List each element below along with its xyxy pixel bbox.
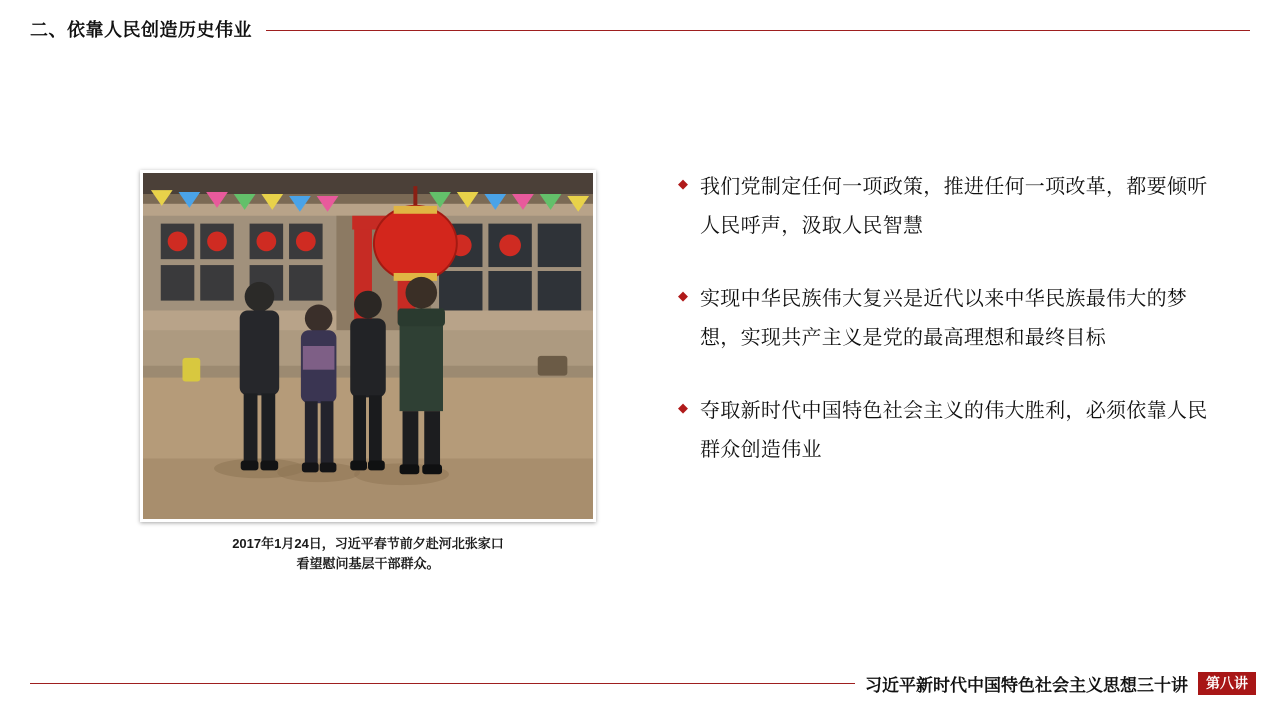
photo-frame	[140, 170, 596, 522]
bullet-text-3: 夺取新时代中国特色社会主义的伟大胜利，必须依靠人民群众创造伟业	[700, 400, 1208, 461]
bullet-list	[678, 168, 1218, 504]
bullet-text-2: 实现中华民族伟大复兴是近代以来中华民族最伟大的梦想，实现共产主义是党的最高理想和最终目标	[700, 288, 1188, 349]
footer-divider	[30, 683, 855, 684]
photo-caption-line-2: 看望慰问基层干部群众。	[296, 556, 440, 572]
diamond-bullet-icon: ◆	[678, 400, 688, 415]
slide-footer	[30, 668, 1256, 698]
diamond-bullet-icon: ◆	[678, 288, 688, 303]
slide-header	[30, 14, 1250, 44]
diamond-bullet-icon: ◆	[678, 176, 688, 191]
slide-body	[0, 120, 1280, 640]
list-item	[678, 280, 1218, 358]
photo-block	[140, 170, 596, 574]
bullet-text-1: 我们党制定任何一项政策，推进任何一项改革，都要倾听人民呼声，汲取人民智慧	[700, 176, 1208, 237]
xi-jinping-visit-photo	[143, 173, 593, 519]
list-item	[678, 392, 1218, 470]
photo-caption	[140, 534, 596, 574]
photo-caption-line-1: 2017年1月24日，习近平春节前夕赴河北张家口	[232, 536, 504, 551]
list-item	[678, 168, 1218, 246]
footer-title: 习近平新时代中国特色社会主义思想三十讲	[865, 675, 1188, 695]
chapter-badge: 第八讲	[1198, 672, 1256, 695]
header-divider	[266, 30, 1250, 31]
page-title: 二、依靠人民创造历史伟业	[30, 20, 252, 40]
